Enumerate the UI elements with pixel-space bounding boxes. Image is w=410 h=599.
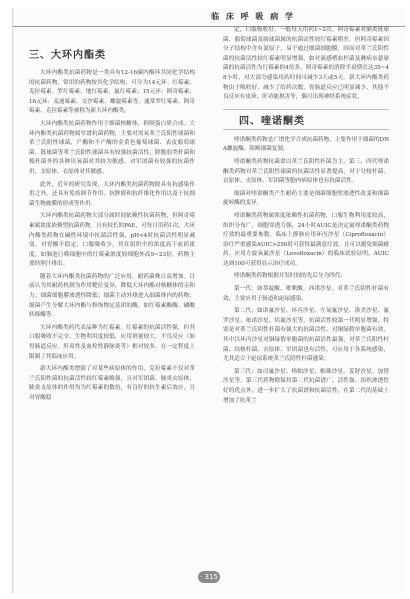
section-title-quinolones: 四、喹诺酮类	[223, 109, 389, 130]
paragraph: 此外，近年的研究发现，大环内酯类抗菌药物除具有抗感染作用之外，还具有免疫调节作用、抗肿瘤和抗纤维化作用以及于抗细菌生物被膜的形成等作用。	[29, 181, 195, 207]
paragraph: 随着大环内酯类抗菌药物的广泛应用，耐药菌株日益增加。目前认为其耐药机制为作用靶位变异，降低大环内酯对核糖体的亲和力；细菌细胞膜渗透性降低；细菌主动外排进入细菌体内的药物；细菌产生分解大环内酯与修饰物定基团的酶，如红霉素酯酶、磷酸转移酶等。	[29, 273, 195, 319]
running-title: 临 床 呼 吸 病 学	[211, 11, 295, 21]
book-page	[12, 8, 405, 593]
paragraph: 新大环内酯类增强了对某些病原体的作用，克拉霉素不仅对革兰氏阳性菌的抗菌活性较红霉素略强，且对军团菌、肺炎衣原体、肺炎支原体的作用均为红霉素的数倍，有良好的抗生素后效应，且对胃酸稳	[29, 366, 195, 401]
paragraph: 定，口服吸收好，一般每天用药1~2次。阿奇霉素对肺炎链球菌、葡萄球菌及肠球菌属的抗菌活性较红霉素稍差，但阿奇霉素因分子结构中含有氮原子，易于通过细菌细胞膜，因而对革兰氏阴性菌的抗菌活性较红霉素明显增强，如对流感嗜血杆菌及淋病奈瑟球菌的抗菌活性为红霉素的4倍多，阿奇霉素的消除半衰期长达35~48小时，对大部分感染用药时间可减少3天或5天。新大环内酯类药物由于吸收好，减少了给药次数，胃肠道反应已明显减少，其他不良反应有皮疹、肝功能损害等，偶可出现神经系统症状。	[223, 27, 389, 101]
paragraph: 大环内酯类抗菌药物是一类具有12-16碳内酯环共同化学结构的抗菌药物，常用的药物按其化学结构，可分为14元环：红霉素、克拉霉素、罗红霉素、地红霉素、氟红霉素；15元环：阿奇霉素；16元环：麦迪霉素、交沙霉素、螺旋霉素等。通常罗红霉素、阿奇霉素、克拉霉素等被称为新大环内酯类。	[29, 70, 195, 115]
paragraph: 大环内酯类抗菌药物作用于细菌核糖体，抑制蛋白质合成。大环内酯类抗菌药物属窄谱抗菌药物，主要对需氧革兰氏阳性球菌和革兰氏阴性球菌，产酶和不产酶的金黄色葡萄球菌、表皮葡萄球菌、链球菌等革兰氏阳性球菌具有较强抗菌活性，除脆弱类杆菌和梭杆菌外的各种厌氧菌对其较为敏感，对军团菌有较强的抗菌作用，支原体、衣原体对其敏感。	[29, 120, 195, 175]
paragraph: 大环内酯类药代表品种为红霉素。红霉素的抗菌活性强，但其口服吸收不完全、生物利用度较低，应用剂量较大，不良反应（如胃肠道反应、肝毒性及血栓性静脉炎等）相对较多，在一定程度上限制了其临床应用。	[29, 324, 195, 360]
running-header	[13, 8, 405, 27]
paragraph: 喹诺酮类药物抗菌谱以革兰氏阴性杆菌为主，第三、四代喹诺酮类药物对革兰氏阳性球菌的抗菌活性显著提高，对于分枝杆菌、衣原体、支原体、军团菌等胞内病原体也有抗菌活性。	[223, 158, 389, 185]
paragraph: 喹诺酮类药物属浓度依赖性抗菌药物，口服生物利用度较高，组织分布广，细胞穿透力强，24小时AUIC是决定氟喹诺酮类药物疗效的最重要参数。临床上静脉应用环丙沙星（Ciprofloxacin）治疗严重感染AUIC>250时可获得最满意疗效，且可以避免细菌耐药。应用左旋氧氟沙星（Levofloxacin）的临床试验证明，AUIC达到100可获得显示治疗成功。	[223, 212, 389, 267]
paragraph: 第二代：如诺氟沙星、环丙沙星、左氧氟沙星、洛美沙星、氟罗沙星、依诺沙星、培氟沙星等。抗菌活性较第一代明显增强，特别是对革兰氏阴性杆菌有强大的抗菌活性，对铜绿假单胞菌有效，其中以环丙沙星对铜绿假单胞菌的抗菌活性最强，对革兰氏阳性杆菌、结核杆菌、衣原体、军团菌也有活性。可应用于各系统感染，尤其适合于泌尿系统革兰氏阴性杆菌感染。	[223, 308, 389, 363]
paragraph: 第一代：如萘啶酸、吡哌酸、西诺沙星。对革兰氏阴性杆菌有效，主要应用于肠道和泌尿感染。	[223, 286, 389, 302]
paragraph: 大环内酯类抗菌药物大部分属时间依赖性抗菌药物，但阿奇霉素属浓度依赖型抗菌药物，且有较长的PAE，可每日用药1次。大环内酯类药物在碱性环境中抗菌活性强，pH<4时抗菌活性明显减弱，对胃酸不稳定，口服吸收少，其在组织中的浓度高于血药浓度，如肺泡巨噬细胞中的红霉素浓度较细胞外高9~23倍，药物主要经胆汁排出。	[29, 213, 195, 268]
section-title-macrolides: 三、大环内酯类	[29, 50, 106, 61]
paragraph: 喹诺酮类药物是广谱化学合成抗菌药物，主要作用于细菌的DNA螺旋酶，阻断细菌复制。	[223, 136, 389, 153]
right-column	[223, 26, 389, 409]
paragraph: 细菌对喹诺酮类产生耐药主要是细菌细胞壁渗透性改变和细菌旋转酶的变异。	[223, 190, 389, 207]
paragraph: 第三代：如司氟沙星、格帕沙星、帕珠沙星、妥舒沙星、加替沙星等。第三代药物除保持第二代抗菌谱广、活性强、组织渗透性好的优点外，进一步扩大了抗菌谱和抗菌活性，在第二代的基础上增加了抗革兰	[223, 368, 389, 404]
paragraph: 喹诺酮类药物根据开发时间的先后分为四代：	[234, 273, 346, 280]
left-column	[29, 36, 195, 407]
page-number: · 315 ·	[198, 571, 220, 583]
